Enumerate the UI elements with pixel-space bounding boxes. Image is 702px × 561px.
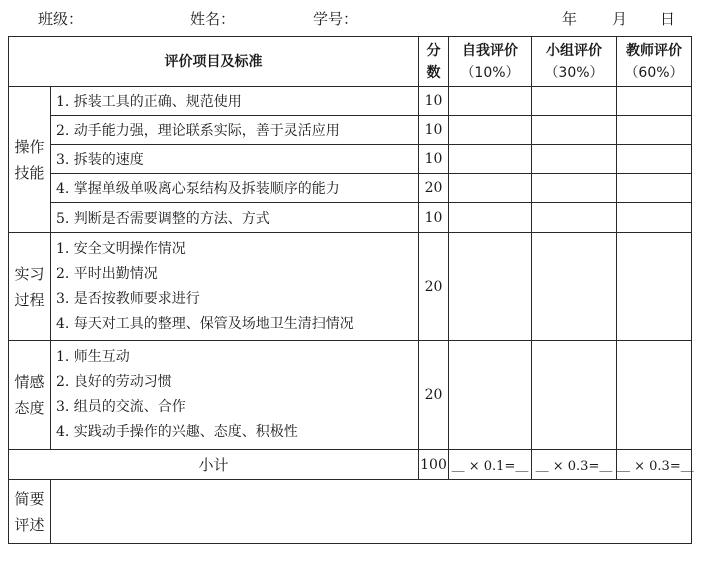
group-eval-cell[interactable] [532, 341, 617, 450]
group-eval-cell[interactable] [532, 145, 617, 174]
criterion-score: 10 [419, 145, 449, 174]
column-header-teacher [617, 37, 692, 87]
table-row [9, 116, 692, 145]
self-eval-cell[interactable] [449, 87, 532, 116]
criterion-list [51, 341, 419, 450]
column-header-self [449, 37, 532, 87]
column-header-self-line2: （10%） [460, 64, 520, 81]
criterion-line: 1. 师生互动 [56, 349, 130, 365]
criterion-score: 20 [419, 174, 449, 203]
teacher-eval-cell[interactable] [617, 341, 692, 450]
category-label-line1: 操作 [14, 137, 45, 156]
teacher-subtotal-formula[interactable]: ＿ × 0.3=＿ [617, 450, 692, 480]
criterion-line: 2. 良好的劳动习惯 [56, 374, 172, 390]
self-eval-cell[interactable] [449, 233, 532, 341]
column-header-score-line1: 分 [426, 42, 441, 59]
criterion-line: 4. 实践动手操作的兴趣、态度、积极性 [56, 424, 298, 440]
criterion-line: 2. 平时出勤情况 [56, 265, 158, 282]
criterion-line: 3. 组员的交流、合作 [56, 399, 186, 415]
category-label-line1: 情感 [14, 373, 45, 391]
category-label-line1: 实习 [14, 264, 45, 283]
column-header-score-line2: 数 [426, 64, 441, 81]
criterion-line: 1. 安全文明操作情况 [56, 240, 186, 257]
summary-label-line2: 评述 [14, 515, 45, 534]
category-label-line2: 过程 [14, 290, 45, 309]
self-subtotal-formula[interactable]: ＿ × 0.1=＿ [449, 450, 532, 480]
category-operation-skill [9, 87, 51, 233]
teacher-eval-cell[interactable] [617, 87, 692, 116]
column-header-group [532, 37, 617, 87]
table-row [9, 145, 692, 174]
self-eval-cell[interactable] [449, 116, 532, 145]
table-row [9, 174, 692, 203]
teacher-eval-cell[interactable] [617, 203, 692, 233]
group-eval-cell[interactable] [532, 116, 617, 145]
table-row [9, 203, 692, 233]
subtotal-row [9, 450, 692, 480]
criterion-text: 4. 掌握单级单吸离心泵结构及拆装顺序的能力 [51, 174, 419, 203]
criterion-score: 10 [419, 116, 449, 145]
criterion-line: 3. 是否按教师要求进行 [56, 290, 200, 307]
self-eval-cell[interactable] [449, 203, 532, 233]
table-row [9, 233, 692, 341]
column-header-score [419, 37, 449, 87]
column-header-group-line1: 小组评价 [546, 42, 602, 59]
table-row [9, 87, 692, 116]
self-eval-cell[interactable] [449, 174, 532, 203]
group-eval-cell[interactable] [532, 174, 617, 203]
criterion-text: 2. 动手能力强，理论联系实际，善于灵活应用 [51, 116, 419, 145]
self-eval-cell[interactable] [449, 341, 532, 450]
year-label: 年 [562, 10, 578, 28]
summary-row [9, 480, 692, 544]
criterion-list [51, 233, 419, 341]
table-header-row [9, 37, 692, 87]
teacher-eval-cell[interactable] [617, 174, 692, 203]
criterion-score: 10 [419, 87, 449, 116]
category-internship-process [9, 233, 51, 341]
category-label-line2: 技能 [14, 163, 45, 182]
criterion-line: 4. 每天对工具的整理、保管及场地卫生清扫情况 [56, 315, 354, 332]
day-label: 日 [660, 10, 676, 28]
column-header-self-line1: 自我评价 [462, 42, 518, 59]
name-label: 姓名： [190, 10, 236, 28]
group-eval-cell[interactable] [532, 87, 617, 116]
student-id-label: 学号： [313, 10, 359, 28]
form-header [0, 0, 702, 36]
criterion-text: 5. 判断是否需要调整的方法、方式 [51, 203, 419, 233]
teacher-eval-cell[interactable] [617, 233, 692, 341]
subtotal-score: 100 [419, 450, 449, 480]
month-label: 月 [612, 10, 628, 28]
category-label-line2: 态度 [14, 399, 45, 417]
table-row [9, 341, 692, 450]
column-header-item: 评价项目及标准 [9, 37, 419, 87]
group-eval-cell[interactable] [532, 203, 617, 233]
column-header-teacher-line1: 教师评价 [626, 42, 682, 59]
criterion-score: 20 [419, 233, 449, 341]
subtotal-label: 小计 [9, 450, 419, 480]
summary-label [9, 480, 51, 544]
summary-comment-area[interactable] [51, 480, 692, 544]
group-eval-cell[interactable] [532, 233, 617, 341]
group-subtotal-formula[interactable]: ＿ × 0.3=＿ [532, 450, 617, 480]
teacher-eval-cell[interactable] [617, 116, 692, 145]
teacher-eval-cell[interactable] [617, 145, 692, 174]
category-emotional-attitude [9, 341, 51, 450]
summary-label-line1: 简要 [14, 489, 45, 508]
column-header-teacher-line2: （60%） [624, 64, 684, 81]
criterion-text: 1. 拆装工具的正确、规范使用 [51, 87, 419, 116]
class-label: 班级： [38, 10, 84, 28]
self-eval-cell[interactable] [449, 145, 532, 174]
evaluation-table [8, 36, 692, 544]
criterion-score: 10 [419, 203, 449, 233]
criterion-text: 3. 拆装的速度 [51, 145, 419, 174]
criterion-score: 20 [419, 341, 449, 450]
column-header-group-line2: （30%） [544, 64, 604, 81]
